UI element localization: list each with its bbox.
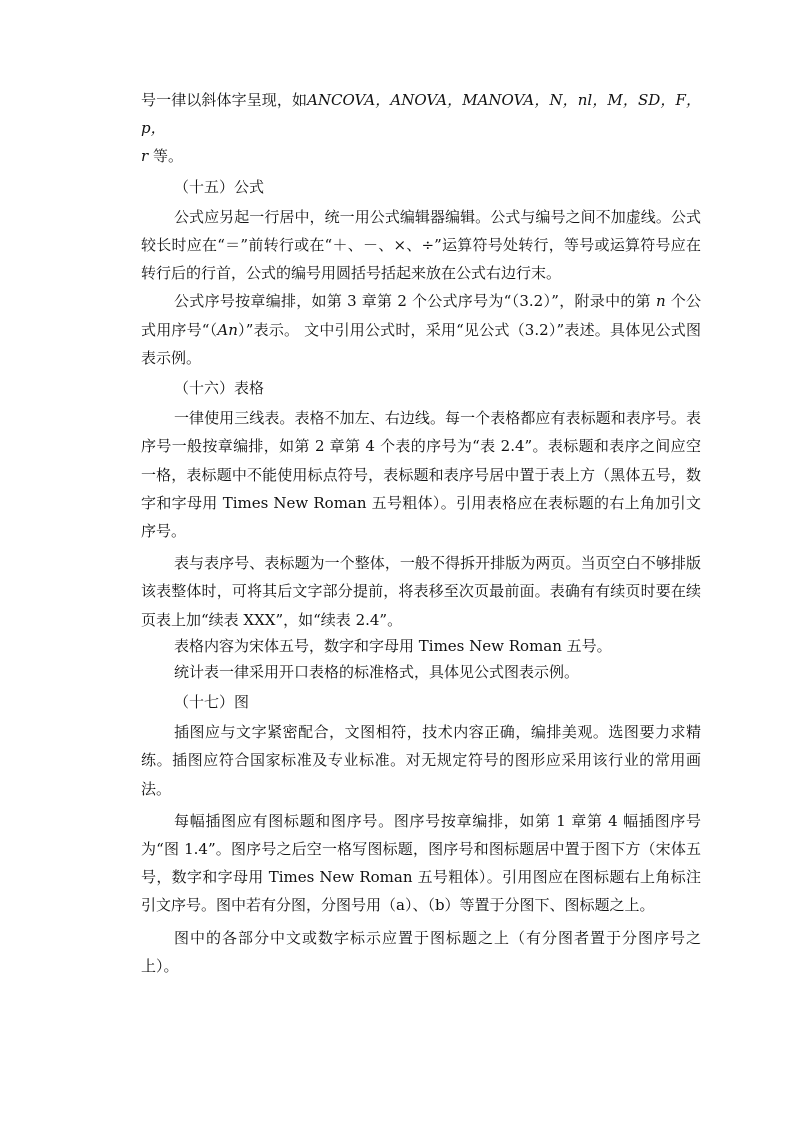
figure-paragraph-1: 插图应与文字紧密配合，文图相符，技术内容正确，编排美观。选图要力求精练。插图应符合国家标准及专业标准。对无规定符号的图形应采用该行业的常用画法。 xyxy=(141,723,701,798)
intro-example-r: r xyxy=(141,147,149,166)
formula-numbering-text: 公式序号按章编排，如第 3 章第 2 个公式序号为“（3.2）”，附录中的第 xyxy=(174,292,656,311)
table-paragraph-2: 表与表序号、表标题为一个整体，一般不得拆开排版为两页。当页空白不够排版该表整体时，可将其后文字部分提前，将表移至次页最前面。表确有有续页时要在续页表上加“续表 XXX”，如“续表 2.4”。 xyxy=(141,554,701,629)
figure-paragraph-2: 每幅插图应有图标题和图序号。图序号按章编排，如第 1 章第 4 幅插图序号为“图 1.4”。图序号之后空一格写图标题，图序号和图标题居中置于图下方（宋体五号，数字和字母用 Times New Roman 五号粗体）。引用图应在图标题右上角标注引文序号。图中若有分图，分图号用（a）、（b）等置于分图下、图标题之上。 xyxy=(141,811,701,915)
figure-paragraph-3: 图中的各部分中文或数字标示应置于图标题之上（有分图者置于分图序号之上）。 xyxy=(141,928,701,975)
intro-paragraph xyxy=(141,86,701,171)
table-paragraph-4: 统计表一律采用开口表格的标准格式，具体见公式图表示例。 xyxy=(174,662,580,681)
table-paragraph-1: 一律使用三线表。表格不加左、右边线。每一个表格都应有表标题和表序号。表序号一般按章编排，如第 2 章第 4 个表的序号为“表 2.4”。表标题和表序之间应空一格，表标题中不能使用标点符号，表标题和表序号居中置于表上方（黑体五号，数字和字母用 Times New Roman 五号粗体）。引用表格应在表标题的右上角加引文序号。 xyxy=(141,409,701,541)
formula-paragraph-2 xyxy=(141,287,701,372)
intro-text: 号一律以斜体字呈现，如 xyxy=(141,91,308,109)
formula-variable-an: An xyxy=(217,320,238,339)
intro-text-end: 等。 xyxy=(148,147,183,166)
intro-examples: ANCOVA，ANOVA，MANOVA，N，nl，M，SD，F，p， xyxy=(141,91,701,138)
section-heading-formula: （十五）公式 xyxy=(174,177,265,196)
section-heading-table: （十六）表格 xyxy=(174,379,265,398)
formula-variable-n: n xyxy=(655,292,666,311)
document-page xyxy=(141,86,701,980)
table-paragraph-3: 表格内容为宋体五号，数字和字母用 Times New Roman 五号。 xyxy=(174,636,612,655)
formula-reference-text: ）”表示。 文中引用公式时，采用“见公式（3.2）”表述。具体见公式图表示例。 xyxy=(141,320,701,367)
formula-paragraph-1: 公式应另起一行居中，统一用公式编辑器编辑。公式与编号之间不加虚线。公式较长时应在“＝”前转行或在“＋、－、×、÷”运算符号处转行，等号或运算符号应在转行后的行首，公式的编号用圆括号括起来放在公式右边行末。 xyxy=(141,207,701,283)
section-heading-figure: （十七）图 xyxy=(174,693,250,712)
formula-appendix-text: 个公式用序号“（ xyxy=(141,292,701,339)
